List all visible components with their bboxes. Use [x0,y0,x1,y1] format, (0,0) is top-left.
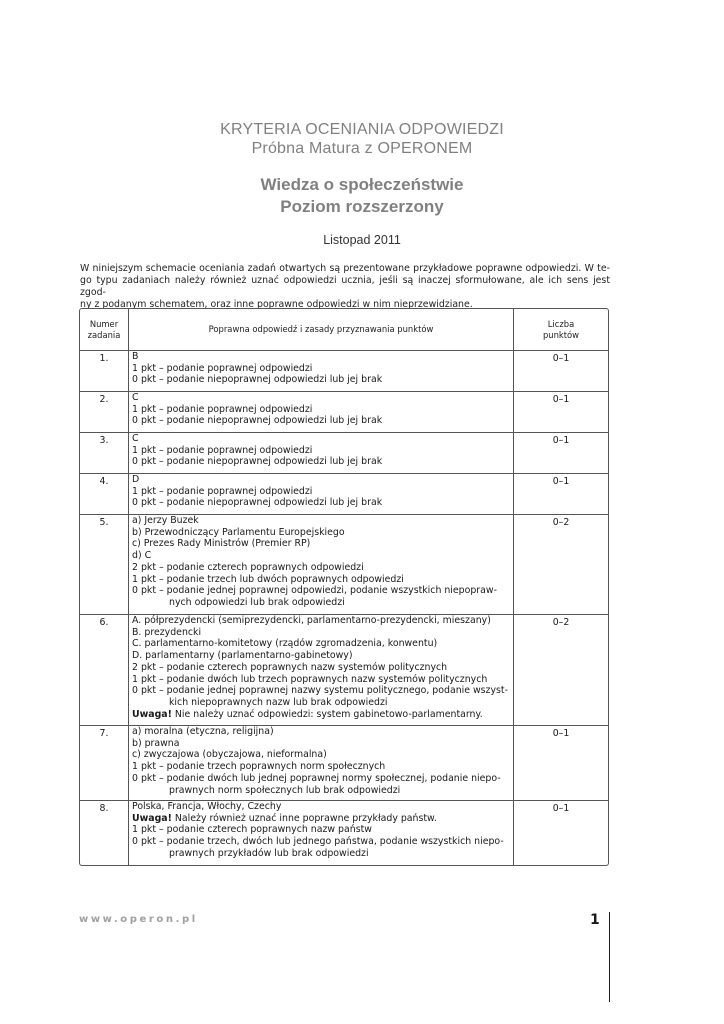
page-number: 1 [590,912,600,928]
task-points: 0–1 [552,353,570,364]
exam-date: Listopad 2011 [323,233,401,247]
answer-line: b) prawna [132,737,180,749]
task-body [129,515,514,615]
answer-line: D. parlamentarny (parlamentarno-gabinetowy) [132,650,353,662]
answer-line: prawnych przykładów lub brak odpowiedzi [169,847,369,859]
header-body: Poprawna odpowiedź i zasady przyznawania punktów [129,309,514,351]
task-points: 0–1 [552,476,570,487]
answer-line: c) zwyczajowa (obyczajowa, nieformalna) [132,749,327,761]
task-number: 1. [99,353,109,364]
answer-line: C. parlamentarno-komitetowy (rządów zgromadzenia, konwentu) [132,638,438,650]
answer-line: c) Prezes Rady Ministrów (Premier RP) [132,538,311,550]
answer-line: a) Jerzy Buzek [132,515,199,526]
answer-line: B. prezydencki [132,626,202,638]
intro-line: W niniejszym schemacie oceniania zadań otwartych są prezentowane przykładowe poprawne odpowiedzi. W te- [80,263,610,274]
table-row [80,433,608,474]
intro-line: ny z podanym schematem, oraz inne poprawne odpowiedzi w nim nieprzewidziane. [80,299,473,310]
page-divider [609,912,610,1002]
answer-line: C [132,433,139,444]
document-header [0,120,724,247]
header-points-line1: Liczba [547,318,575,329]
answer-line: 1 pkt – podanie dwóch lub trzech poprawnych nazw systemów politycznych [132,673,488,685]
intro-line: go typu zadaniach należy również uznać odpowiedzi ucznia, jeśli są inaczej sformułowane, ale ich sens jest zgod- [80,275,610,298]
note-text: Nie należy uznać odpowiedzi: system gabinetowo-parlamentarny. [174,708,483,720]
intro-paragraph [80,263,610,311]
answer-line: 1 pkt – podanie trzech poprawnych norm społecznych [132,761,386,773]
answer-line: 1 pkt – podanie trzech lub dwóch poprawnych odpowiedzi [132,573,404,585]
task-points: 0–1 [552,435,570,446]
table-row [80,351,608,392]
answer-line: prawnych norm społecznych lub brak odpowiedzi [169,784,401,796]
answer-line: 1 pkt – podanie poprawnej odpowiedzi [132,362,313,374]
answer-line: a) moralna (etyczna, religijna) [132,726,274,737]
task-points: 0–2 [552,617,570,628]
table-row [80,615,608,726]
task-number: 3. [99,435,109,446]
note-label: Uwaga! [132,708,172,720]
footer-url: www.operon.pl [79,914,198,925]
task-body [129,801,514,866]
task-body [129,392,514,433]
criteria-table [79,308,609,866]
answer-line: Polska, Francja, Włochy, Czechy [132,801,282,812]
task-number: 6. [99,617,109,628]
answer-line: 1 pkt – podanie poprawnej odpowiedzi [132,403,313,415]
answer-line: C [132,392,139,403]
header-number-line2: zadania [87,329,121,340]
note-text: Należy również uznać inne poprawne przykłady państw. [174,812,437,824]
subject-line-2: Poziom rozszerzony [280,197,444,216]
answer-line: 0 pkt – podanie jednej poprawnej nazwy systemu politycznego, podanie wszyst- [132,685,508,697]
answer-line: 1 pkt – podanie czterech poprawnych nazw państw [132,824,372,836]
answer-line: 0 pkt – podanie dwóch lub jednej poprawnej normy społecznej, podanie niepo- [132,772,501,784]
answer-line: d) C [132,550,152,562]
answer-line: 0 pkt – podanie niepoprawnej odpowiedzi lub jej brak [132,497,383,509]
task-points: 0–1 [552,803,570,814]
note-label: Uwaga! [132,812,172,824]
header-number-line1: Numer [89,318,119,329]
table-row [80,515,608,615]
answer-line: 0 pkt – podanie niepoprawnej odpowiedzi lub jej brak [132,415,383,427]
header-points [514,309,609,351]
answer-line: 1 pkt – podanie poprawnej odpowiedzi [132,444,313,456]
answer-line: 0 pkt – podanie niepoprawnej odpowiedzi lub jej brak [132,456,383,468]
answer-line: 0 pkt – podanie jednej poprawnej odpowiedzi, podanie wszystkich niepopraw- [132,585,497,597]
note-line [132,709,513,721]
answer-line: B [132,351,139,362]
task-body [129,726,514,801]
header-number [80,309,129,351]
answer-line: 1 pkt – podanie poprawnej odpowiedzi [132,485,313,497]
answer-line: A. półprezydencki (semiprezydencki, parlamentarno-prezydencki, mieszany) [132,615,491,626]
table-row [80,726,608,801]
task-points: 0–1 [552,394,570,405]
task-body [129,433,514,474]
answer-line: b) Przewodniczący Parlamentu Europejskiego [132,526,345,538]
answer-line: 2 pkt – podanie czterech poprawnych nazw systemów politycznych [132,661,448,673]
table-row [80,474,608,515]
header-points-line2: punktów [542,329,580,340]
task-body [129,615,514,726]
title-line-2: Próbna Matura z OPERONEM [251,140,473,157]
table-row [80,392,608,433]
answer-line: D [132,474,140,485]
task-number: 8. [99,803,109,814]
table-header-row [80,309,608,351]
answer-line: 2 pkt – podanie czterech poprawnych odpowiedzi [132,561,364,573]
task-points: 0–1 [552,728,570,739]
answer-line: nych odpowiedzi lub brak odpowiedzi [169,596,345,608]
task-number: 5. [99,517,109,528]
title-line-1: KRYTERIA OCENIANIA ODPOWIEDZI [220,121,504,138]
task-number: 4. [99,476,109,487]
answer-line: 0 pkt – podanie niepoprawnej odpowiedzi lub jej brak [132,374,383,386]
note-line [132,813,513,825]
task-body [129,351,514,392]
table-row [80,801,608,866]
task-body [129,474,514,515]
task-points: 0–2 [552,517,570,528]
subject-line-1: Wiedza o społeczeństwie [260,175,464,194]
task-number: 7. [99,728,109,739]
answer-line: 0 pkt – podanie trzech, dwóch lub jednego państwa, podanie wszystkich niepo- [132,836,504,848]
task-number: 2. [99,394,109,405]
answer-line: kich niepoprawnych nazw lub brak odpowiedzi [169,696,388,708]
